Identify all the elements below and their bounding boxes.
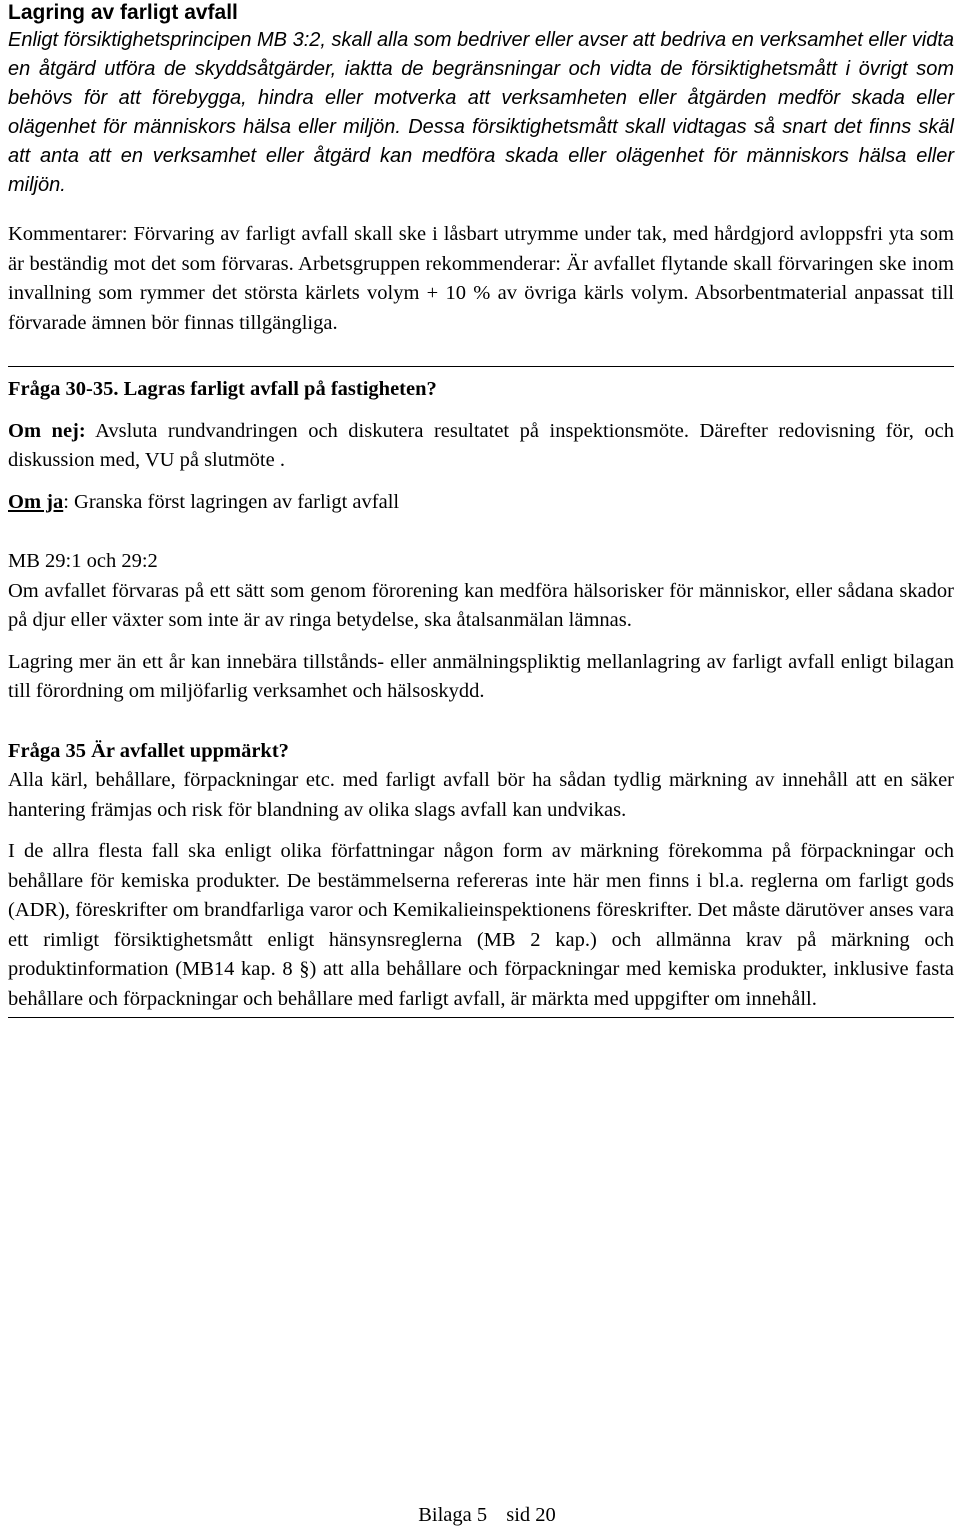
comments-paragraph: Kommentarer: Förvaring av farligt avfall skall ske i låsbart utrymme under tak, med hårdgjord avloppsfri yta som är beständig mot det som förvaras. Arbetsgruppen rekommenderar: Är avfallet flytande skall förvaringen ske inom invallning som rymmer det största kärlets volym + 10 % av övriga kärls volym. Absorbentmaterial anpassat till förvarade ämnen bör finnas tillgängliga. xyxy=(8,223,954,334)
if-yes-label: Om ja xyxy=(8,490,64,513)
q2-paragraph-1: Alla kärl, behållare, förpackningar etc. med farligt avfall bör ha sådan tydlig märkning av innehåll att en säker hantering främjas och risk för blandning av olika slags avfall kan undvikas. xyxy=(8,769,954,821)
law-reference: MB 29:1 och 29:2 xyxy=(8,550,158,572)
if-no-text: Avsluta rundvandringen och diskutera resultatet på inspektionsmöte. Därefter redovisning för, och diskussion med, VU på slutmöte . xyxy=(8,419,954,471)
section-end-rule xyxy=(8,1017,954,1018)
principle-paragraph: Enligt försiktighetsprincipen MB 3:2, skall alla som bedriver eller avser att bedriva en verksamhet eller vidta en åtgärd utföra de skyddsåtgärder, iaktta de begränsningar och vidta de försiktighetsmått i övrigt som behövs för att förebygga, hindra eller motverka att verksamheten eller åtgärden medför skada eller olägenhet för människors hälsa eller miljön. Dessa försiktighetsmått skall vidtagas så snart det finns skäl att anta att en verksamhet eller åtgärd kan medföra skada eller olägenhet för människors hälsa eller miljön. xyxy=(8,29,954,196)
if-no-label: Om nej: xyxy=(8,419,86,442)
page-title: Lagring av farligt avfall xyxy=(8,1,238,24)
question-section-2 xyxy=(8,737,954,1019)
if-yes-paragraph xyxy=(8,488,954,518)
if-yes-text: : Granska först lagringen av farligt avfall xyxy=(63,490,400,513)
question-2-heading: Fråga 35 Är avfallet uppmärkt? xyxy=(8,739,289,762)
question-1-heading: Fråga 30-35. Lagras farligt avfall på fastigheten? xyxy=(8,378,437,400)
footer-page-number: sid 20 xyxy=(506,1504,556,1526)
question-section-1 xyxy=(8,366,954,707)
document-page xyxy=(8,0,954,1018)
q1-paragraph-1: Om avfallet förvaras på ett sätt som genom förorening kan medföra hälsorisker för människor, eller sådana skador på djur eller växter som inte är av ringa betydelse, ska åtalsanmälan lämnas. xyxy=(8,579,954,631)
page-footer xyxy=(0,1504,960,1527)
q1-paragraph-2: Lagring mer än ett år kan innebära tillstånds- eller anmälningspliktig mellanlagring av farligt avfall enligt bilagan till förordning om miljöfarlig verksamhet och hälsoskydd. xyxy=(8,650,954,702)
footer-label: Bilaga 5 xyxy=(418,1504,488,1526)
q2-paragraph-2: I de allra flesta fall ska enligt olika författningar någon form av märkning förekomma på förpackningar och behållare för kemiska produkter. De bestämmelserna refereras inte här men finns i bl.a. reglerna om farligt gods (ADR), föreskrifter om brandfarliga varor och Kemikalieinspektionens föreskrifter. Det måste därutöver anses vara ett rimligt försiktighetsmått enligt hänsynsreglerna (MB 2 kap.) och allmänna krav på märkning och produktinformation (MB14 kap. 8 §) att alla behållare och förpackningar med kemiska produkter, inklusive fasta behållare och förpackningar och behållare med farligt avfall, är märkta med uppgifter om innehåll. xyxy=(8,840,954,1010)
if-no-paragraph xyxy=(8,417,954,476)
